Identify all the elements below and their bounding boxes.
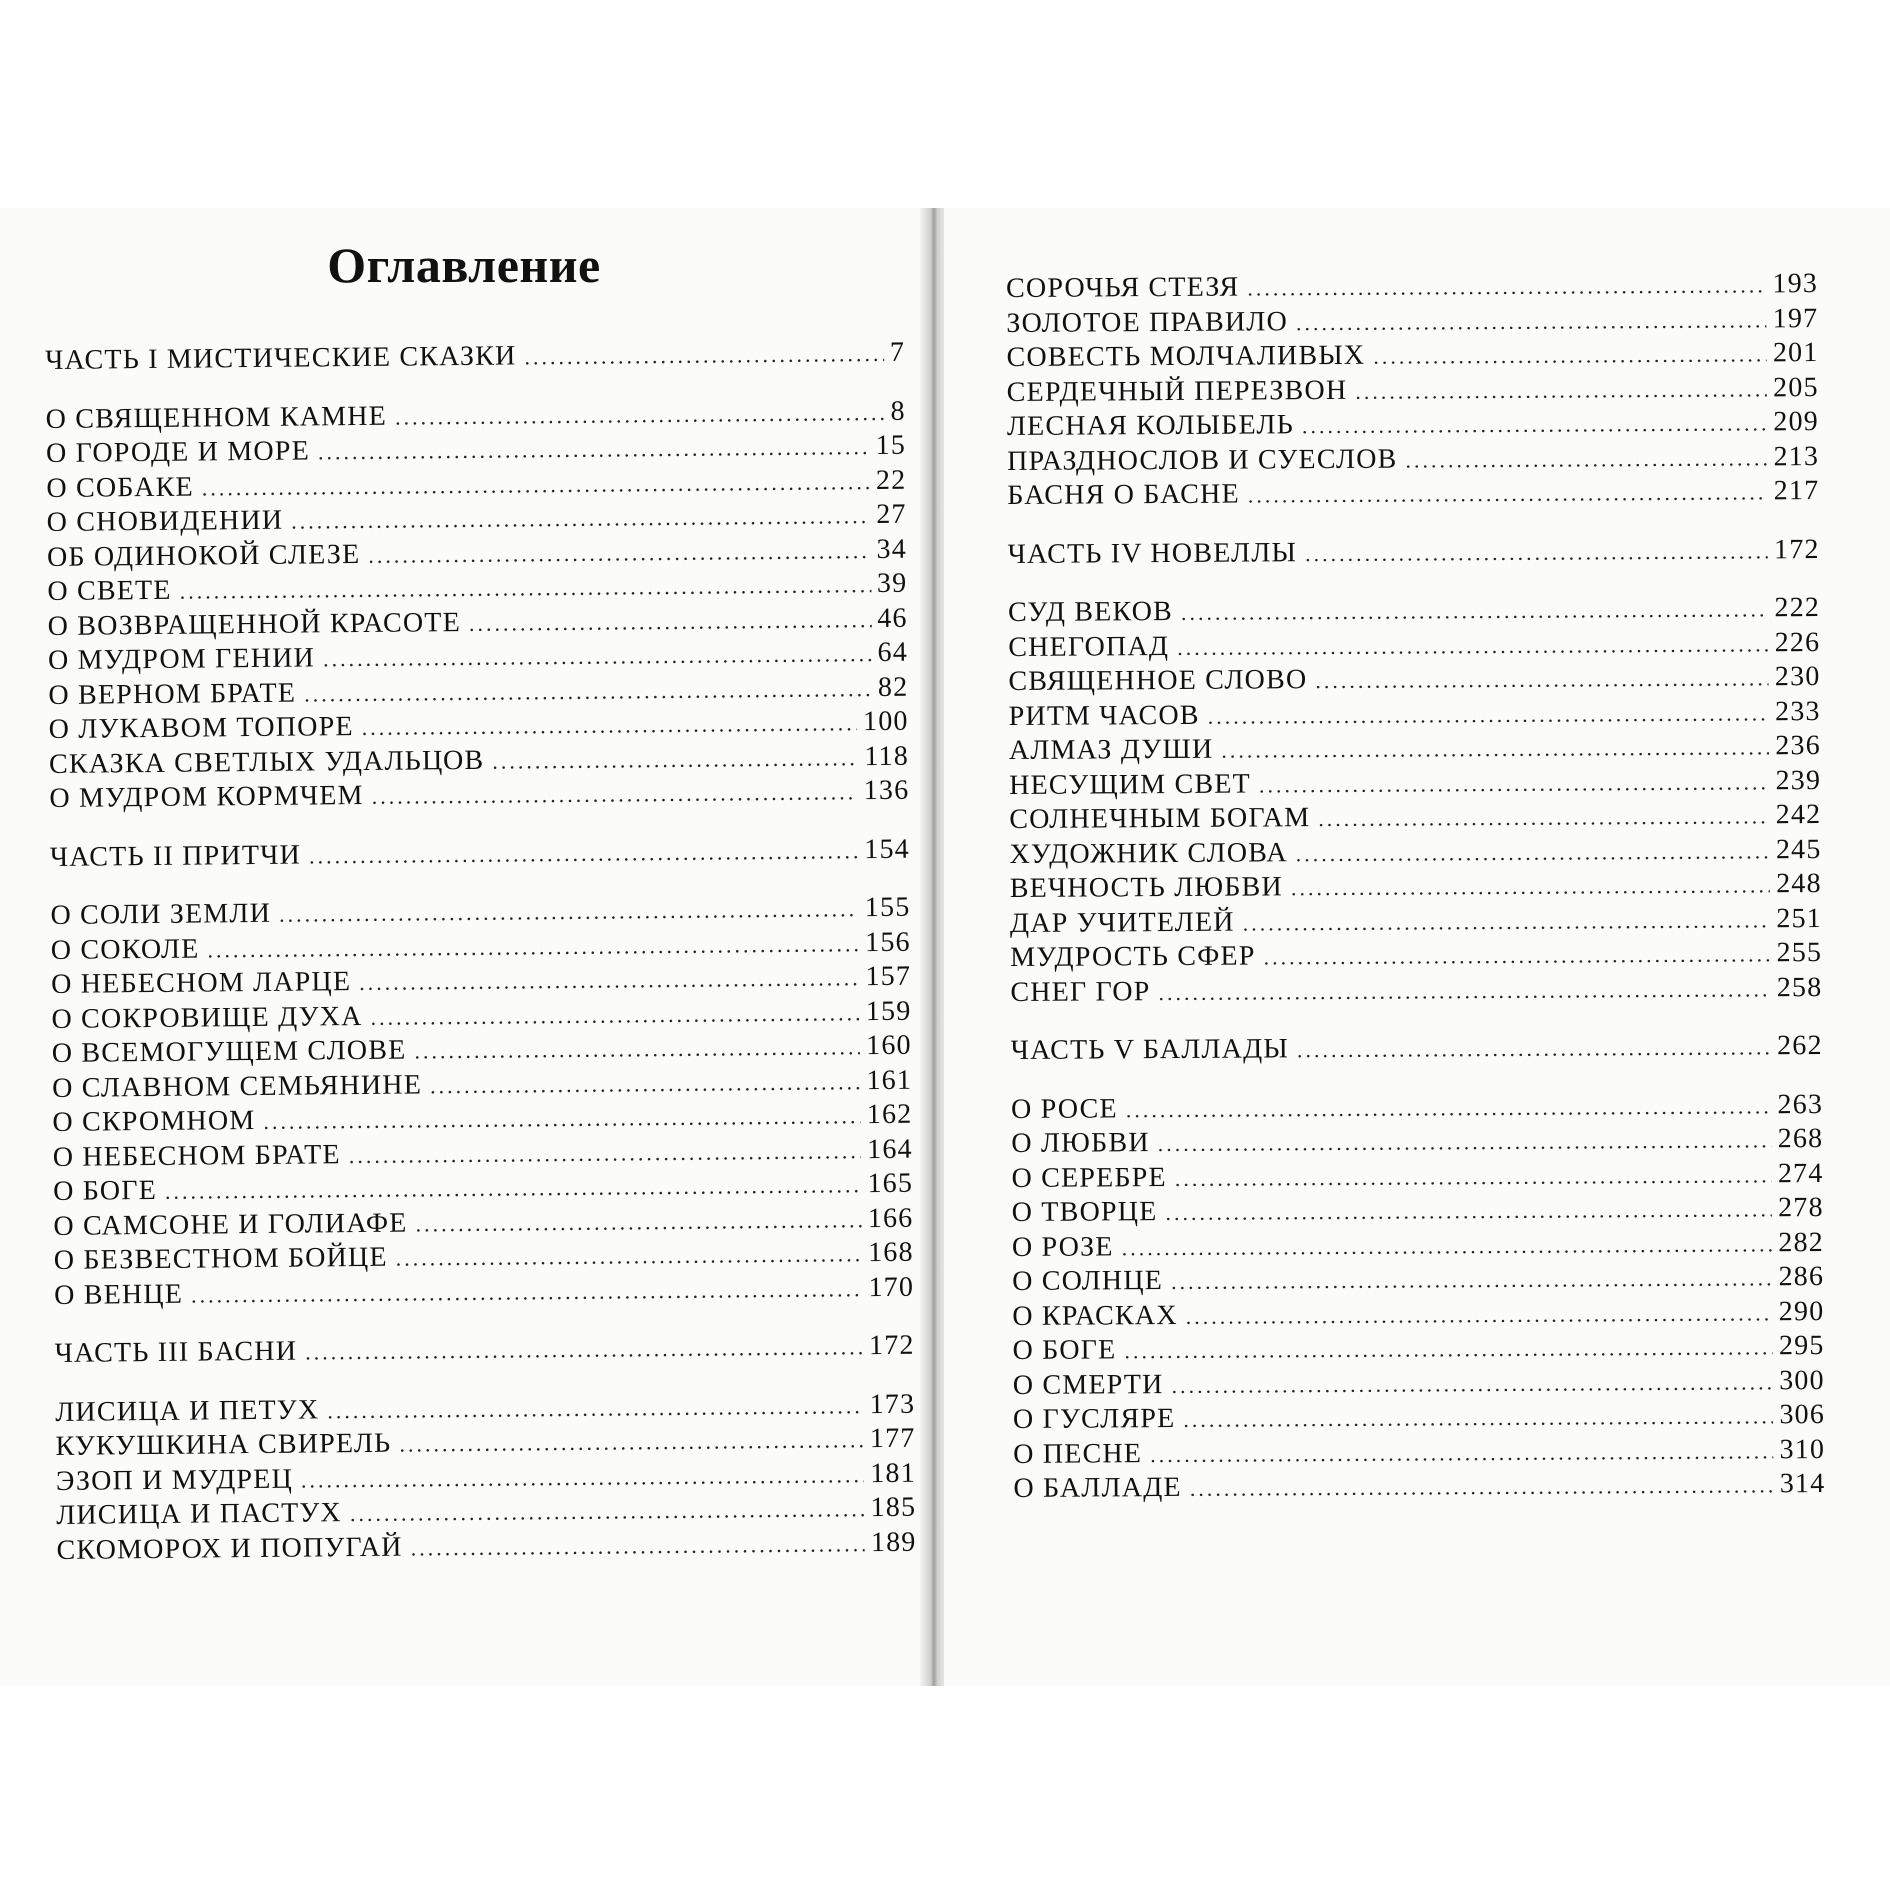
toc-entry-title: СОЛНЕЧНЫМ БОГАМ <box>1009 802 1311 835</box>
toc-entry <box>1013 1364 1825 1403</box>
toc-page-number: 8 <box>890 395 906 427</box>
toc-entry-title: ВЕЧНОСТЬ ЛЮБВИ <box>1009 871 1284 904</box>
dot-leader <box>1248 475 1768 513</box>
toc-part-heading <box>45 336 905 379</box>
dot-leader <box>279 892 859 932</box>
toc-page-number: 226 <box>1774 626 1821 658</box>
toc-page-number: 34 <box>876 533 908 565</box>
toc-right <box>1006 267 1826 1506</box>
toc-page-number: 222 <box>1774 592 1821 624</box>
toc-page-number: 165 <box>867 1167 914 1200</box>
toc-page-number: 172 <box>868 1329 915 1362</box>
toc-page-number: 255 <box>1776 937 1823 969</box>
dot-leader <box>469 603 872 641</box>
toc-entry-title: О НЕБЕСНОМ ЛАРЦЕ <box>50 966 352 1000</box>
toc-entry-title: КУКУШКИНА СВИРЕЛЬ <box>55 1427 392 1462</box>
toc-page-number: 274 <box>1777 1157 1824 1189</box>
toc-page-number: 7 <box>889 336 906 368</box>
toc-page-number: 185 <box>870 1491 917 1524</box>
toc-entry <box>1007 474 1819 513</box>
dot-leader <box>1263 937 1770 975</box>
toc-entry <box>1006 302 1818 341</box>
toc-entry-title: СОРОЧЬЯ СТЕЗЯ <box>1006 271 1240 304</box>
dot-leader <box>1405 441 1767 478</box>
dot-leader <box>1297 1030 1771 1067</box>
dot-leader <box>414 1030 860 1069</box>
toc-entry-title: ЗОЛОТОЕ ПРАВИЛО <box>1006 305 1289 339</box>
dot-leader <box>1165 1192 1772 1230</box>
toc-part-heading <box>1008 533 1820 572</box>
toc-entry <box>1011 1122 1823 1161</box>
toc-entry <box>1010 936 1822 975</box>
dot-leader <box>1221 730 1769 768</box>
toc-page-number: 300 <box>1779 1364 1825 1396</box>
dot-leader <box>395 395 885 434</box>
book-spread <box>0 208 1890 1686</box>
toc-entry-title: МУДРОСТЬ СФЕР <box>1010 940 1256 973</box>
toc-entry-title: ДАР УЧИТЕЛЕЙ <box>1009 906 1235 939</box>
dot-leader <box>350 1492 865 1531</box>
toc-entry-title: О РОСЕ <box>1011 1092 1118 1125</box>
toc-page-number: 236 <box>1775 730 1822 762</box>
toc-page-number: 22 <box>875 464 907 496</box>
dot-leader <box>1296 834 1770 871</box>
toc-entry <box>1008 591 1820 630</box>
toc-entry-title: ЧАСТЬ I МИСТИЧЕСКИЕ СКАЗКИ <box>45 340 517 376</box>
toc-page-number: 245 <box>1775 833 1822 865</box>
toc-page-number: 314 <box>1779 1468 1826 1500</box>
toc-entry-title: ЛИСИЦА И ПАСТУХ <box>56 1497 343 1531</box>
toc-page-number: 160 <box>866 1029 912 1062</box>
toc-entry-title: О ВСЕМОГУЩЕМ СЛОВЕ <box>51 1034 407 1069</box>
toc-page-number: 155 <box>864 891 911 924</box>
toc-entry-title: О БОГЕ <box>52 1174 158 1207</box>
toc-entry <box>1006 267 1818 306</box>
toc-entry <box>1012 1329 1824 1368</box>
toc-entry-title: СЕРДЕЧНЫЙ ПЕРЕЗВОН <box>1006 374 1348 408</box>
toc-entry-title: О ЛУКАВОМ ТОПОРЕ <box>48 711 354 745</box>
toc-part-heading <box>55 1329 915 1372</box>
toc-page-number: 177 <box>869 1422 916 1455</box>
toc-entry-title: СОВЕСТЬ МОЛЧАЛИВЫХ <box>1006 339 1366 373</box>
toc-entry <box>1010 867 1822 906</box>
toc-entry <box>1012 1191 1824 1230</box>
toc-part-heading <box>1011 1029 1823 1068</box>
dot-leader <box>368 534 871 573</box>
toc-page-number: 217 <box>1773 475 1820 507</box>
toc-entry-title: О СКРОМНОМ <box>52 1105 256 1138</box>
dot-leader <box>301 1458 865 1498</box>
toc-entry-title: ЧАСТЬ III БАСНИ <box>54 1335 298 1369</box>
toc-left <box>45 336 917 1568</box>
toc-page-number: 15 <box>875 429 907 462</box>
dot-leader <box>1181 592 1769 630</box>
dot-leader <box>370 996 860 1035</box>
toc-page-number: 209 <box>1773 406 1820 438</box>
dot-leader <box>1259 765 1770 803</box>
toc-entry-title: ХУДОЖНИК СЛОВА <box>1009 836 1288 870</box>
toc-entry <box>1013 1433 1825 1472</box>
toc-entry <box>1013 1467 1825 1506</box>
toc-page-number: 263 <box>1777 1088 1824 1120</box>
toc-page-number: 27 <box>876 498 907 531</box>
toc-page-number: 168 <box>868 1236 914 1269</box>
toc-page-number: 181 <box>870 1457 917 1489</box>
toc-page-number: 166 <box>867 1202 914 1234</box>
toc-page-number: 157 <box>865 960 912 993</box>
toc-entry <box>1010 902 1822 941</box>
dot-leader <box>318 430 870 470</box>
toc-entry-title: О ПЕСНЕ <box>1013 1437 1143 1470</box>
dot-leader <box>1302 406 1768 443</box>
toc-entry-title: ОБ ОДИНОКОЙ СЛЕЗЕ <box>46 538 361 573</box>
toc-entry-title: О БОГЕ <box>1012 1334 1117 1366</box>
toc-entry-title: О ЛЮБВИ <box>1011 1127 1150 1159</box>
toc-page-number: 172 <box>1774 533 1820 565</box>
toc-entry-title: О ГОРОДЕ И МОРЕ <box>45 435 311 469</box>
toc-page-number: 213 <box>1773 440 1820 472</box>
toc-entry <box>1009 798 1821 837</box>
toc-entry-title: О НЕБЕСНОМ БРАТЕ <box>52 1138 341 1173</box>
dot-leader <box>1315 661 1769 698</box>
toc-page-number: 248 <box>1776 868 1822 900</box>
toc-page-number: 156 <box>865 926 911 958</box>
toc-page-number: 258 <box>1776 971 1823 1003</box>
dot-leader <box>492 741 858 779</box>
toc-page-number: 189 <box>870 1526 917 1558</box>
dot-leader <box>1243 903 1771 941</box>
toc-entry-title: О САМСОНЕ И ГОЛИАФЕ <box>53 1207 408 1242</box>
toc-page-number: 118 <box>864 740 910 772</box>
toc-entry-title: О СВЯЩЕННОМ КАМНЕ <box>45 400 388 435</box>
dot-leader <box>1291 868 1770 905</box>
toc-entry <box>56 1525 916 1568</box>
dot-leader <box>396 1237 863 1276</box>
toc-entry-title: ЧАСТЬ V БАЛЛАДЫ <box>1010 1033 1290 1066</box>
toc-page-number: 162 <box>866 1098 913 1131</box>
toc-entry-title: О МУДРОМ КОРМЧЕМ <box>49 779 364 814</box>
dot-leader <box>1177 627 1769 665</box>
toc-entry <box>1007 371 1819 410</box>
toc-entry-title: АЛМАЗ ДУШИ <box>1008 733 1214 766</box>
toc-page-number: 230 <box>1774 661 1821 693</box>
toc-entry <box>1006 336 1818 375</box>
toc-entry-title: О СМЕРТИ <box>1012 1368 1164 1401</box>
toc-page-number: 290 <box>1778 1295 1825 1327</box>
toc-entry-title: О ВОЗВРАЩЕННОЙ КРАСОТЕ <box>47 606 462 642</box>
dot-leader <box>263 1099 861 1139</box>
toc-page-number: 197 <box>1772 302 1819 334</box>
toc-page-number: 205 <box>1773 371 1819 403</box>
dot-leader <box>1150 1434 1774 1472</box>
dot-leader <box>1124 1330 1773 1368</box>
toc-entry-title: О ТВОРЦЕ <box>1011 1196 1158 1228</box>
dot-leader <box>415 1203 862 1242</box>
toc-page-number: 46 <box>877 602 908 634</box>
toc-entry-title: О СНОВИДЕНИИ <box>46 504 284 538</box>
toc-page-number: 282 <box>1778 1226 1825 1258</box>
toc-entry <box>1011 1088 1823 1127</box>
toc-page-number: 193 <box>1772 268 1819 300</box>
toc-page-number: 278 <box>1778 1192 1824 1224</box>
dot-leader <box>1122 1227 1773 1265</box>
toc-entry-title: ЧАСТЬ IV НОВЕЛЛЫ <box>1007 536 1298 570</box>
dot-leader <box>1186 1296 1773 1334</box>
toc-entry-title: О СОКРОВИЩЕ ДУХА <box>51 1000 363 1035</box>
toc-page-number: 154 <box>864 833 911 865</box>
dot-leader <box>323 637 872 677</box>
dot-leader <box>1305 534 1768 571</box>
toc-entry <box>1012 1260 1824 1299</box>
toc-entry-title: О БЕЗВЕСТНОМ БОЙЦЕ <box>53 1241 388 1276</box>
toc-page-number: 136 <box>863 774 910 807</box>
toc-page-number: 239 <box>1775 764 1822 796</box>
toc-entry-title: ЭЗОП И МУДРЕЦ <box>55 1463 294 1497</box>
dot-leader <box>191 1272 863 1313</box>
toc-entry <box>1013 1398 1825 1437</box>
dot-leader <box>524 337 884 375</box>
toc-page-number: 306 <box>1779 1399 1826 1431</box>
toc-entry-title: СВЯЩЕННОЕ СЛОВО <box>1008 664 1308 697</box>
toc-entry <box>1012 1226 1824 1265</box>
toc-entry <box>1008 626 1820 665</box>
toc-page-number: 82 <box>877 671 909 703</box>
toc-entry-title: О БАЛЛАДЕ <box>1013 1471 1182 1504</box>
dot-leader <box>1190 1468 1774 1506</box>
dot-leader <box>1175 1158 1772 1196</box>
toc-entry-title: ЛИСИЦА И ПЕТУХ <box>55 1393 320 1428</box>
toc-entry-title: О СОБАКЕ <box>46 471 194 504</box>
dot-leader <box>349 1134 862 1173</box>
toc-page-number: 161 <box>866 1064 913 1096</box>
toc-entry-title: СУД ВЕКОВ <box>1007 595 1174 628</box>
toc-entry-title: О СЕРЕБРЕ <box>1011 1161 1167 1194</box>
toc-page-number: 268 <box>1777 1123 1824 1155</box>
toc-page-number: 286 <box>1778 1261 1825 1293</box>
toc-entry-title: О КРАСКАХ <box>1012 1299 1178 1332</box>
toc-entry-title: О СОКОЛЕ <box>50 933 200 966</box>
toc-entry-title: О СОЛИ ЗЕМЛИ <box>50 897 272 931</box>
toc-page-number: 251 <box>1776 902 1823 934</box>
toc-page-number: 164 <box>867 1133 913 1165</box>
dot-leader <box>362 706 858 745</box>
toc-page-number: 262 <box>1777 1030 1823 1062</box>
toc-page-number: 39 <box>876 567 908 600</box>
toc-entry-title: НЕСУЩИМ СВЕТ <box>1009 768 1252 801</box>
toc-entry-title: СНЕГОПАД <box>1008 630 1170 663</box>
toc-entry <box>1009 729 1821 768</box>
toc-entry-title: О СЛАВНОМ СЕМЬЯНИНЕ <box>51 1068 423 1104</box>
toc-entry <box>1011 1157 1823 1196</box>
dot-leader <box>410 1527 865 1566</box>
dot-leader <box>399 1423 864 1462</box>
page-title: Оглавление <box>327 237 601 293</box>
toc-entry-title: СКАЗКА СВЕТЛЫХ УДАЛЬЦОВ <box>48 744 485 780</box>
toc-page-number: 201 <box>1772 337 1819 369</box>
dot-leader <box>1171 1261 1773 1299</box>
toc-page-number: 100 <box>862 705 909 738</box>
dot-leader <box>1355 372 1767 409</box>
toc-page-number: 310 <box>1779 1433 1826 1465</box>
dot-leader <box>327 1389 864 1429</box>
toc-entry <box>1007 440 1819 479</box>
dot-leader <box>291 499 870 539</box>
toc-page-number: 242 <box>1775 799 1822 831</box>
dot-leader <box>1296 303 1767 340</box>
toc-entry-title: ЧАСТЬ II ПРИТЧИ <box>49 839 302 873</box>
toc-entry-title: О МУДРОМ ГЕНИИ <box>47 642 316 676</box>
dot-leader <box>304 672 872 712</box>
right-page <box>944 208 1890 1686</box>
dot-leader <box>1183 1399 1773 1437</box>
dot-leader <box>1247 268 1766 306</box>
toc-part-heading <box>50 832 910 875</box>
dot-leader <box>1171 1365 1773 1403</box>
toc-page-number: 64 <box>877 636 909 669</box>
toc-page-number: 170 <box>868 1271 915 1303</box>
toc-entry-title: СНЕГ ГОР <box>1010 975 1151 1008</box>
dot-leader <box>430 1065 861 1104</box>
dot-leader <box>1126 1089 1772 1127</box>
dot-leader <box>1158 1123 1772 1161</box>
toc-entry-title: О СОЛНЦЕ <box>1012 1265 1164 1297</box>
toc-page-number: 295 <box>1778 1330 1825 1362</box>
dot-leader <box>309 834 859 874</box>
toc-page-number: 173 <box>869 1388 916 1420</box>
toc-entry-title: О СВЕТЕ <box>47 574 172 607</box>
toc-entry-title: РИТМ ЧАСОВ <box>1008 699 1200 732</box>
toc-entry <box>1010 971 1822 1010</box>
toc-entry-title: О ВЕРНОМ БРАТЕ <box>48 677 297 711</box>
dot-leader <box>372 775 858 814</box>
toc-entry-title: БАСНЯ О БАСНЕ <box>1007 478 1240 511</box>
toc-entry <box>1012 1295 1824 1334</box>
dot-leader <box>305 1330 863 1370</box>
toc-entry <box>1007 405 1819 444</box>
toc-entry-title: СКОМОРОХ И ПОПУГАЙ <box>56 1531 403 1566</box>
toc-entry <box>49 774 909 817</box>
toc-entry <box>1009 695 1821 734</box>
toc-entry-title: О ВЕНЦЕ <box>53 1278 184 1311</box>
toc-entry <box>1009 833 1821 872</box>
toc-page-number: 233 <box>1774 695 1821 727</box>
toc-entry-title: ЛЕСНАЯ КОЛЫБЕЛЬ <box>1006 409 1295 442</box>
left-page <box>0 208 928 1686</box>
toc-entry <box>1009 764 1821 803</box>
dot-leader <box>1158 972 1771 1010</box>
toc-entry <box>1008 660 1820 699</box>
toc-entry-title: ПРАЗДНОСЛОВ И СУЕСЛОВ <box>1007 443 1398 477</box>
toc-entry-title: О ГУСЛЯРЕ <box>1012 1402 1176 1435</box>
toc-entry-title: О РОЗЕ <box>1011 1230 1114 1263</box>
dot-leader <box>1208 696 1770 734</box>
dot-leader <box>359 961 860 1000</box>
toc-page-number: 159 <box>865 995 912 1027</box>
dot-leader <box>1373 337 1767 374</box>
dot-leader <box>1318 799 1770 836</box>
